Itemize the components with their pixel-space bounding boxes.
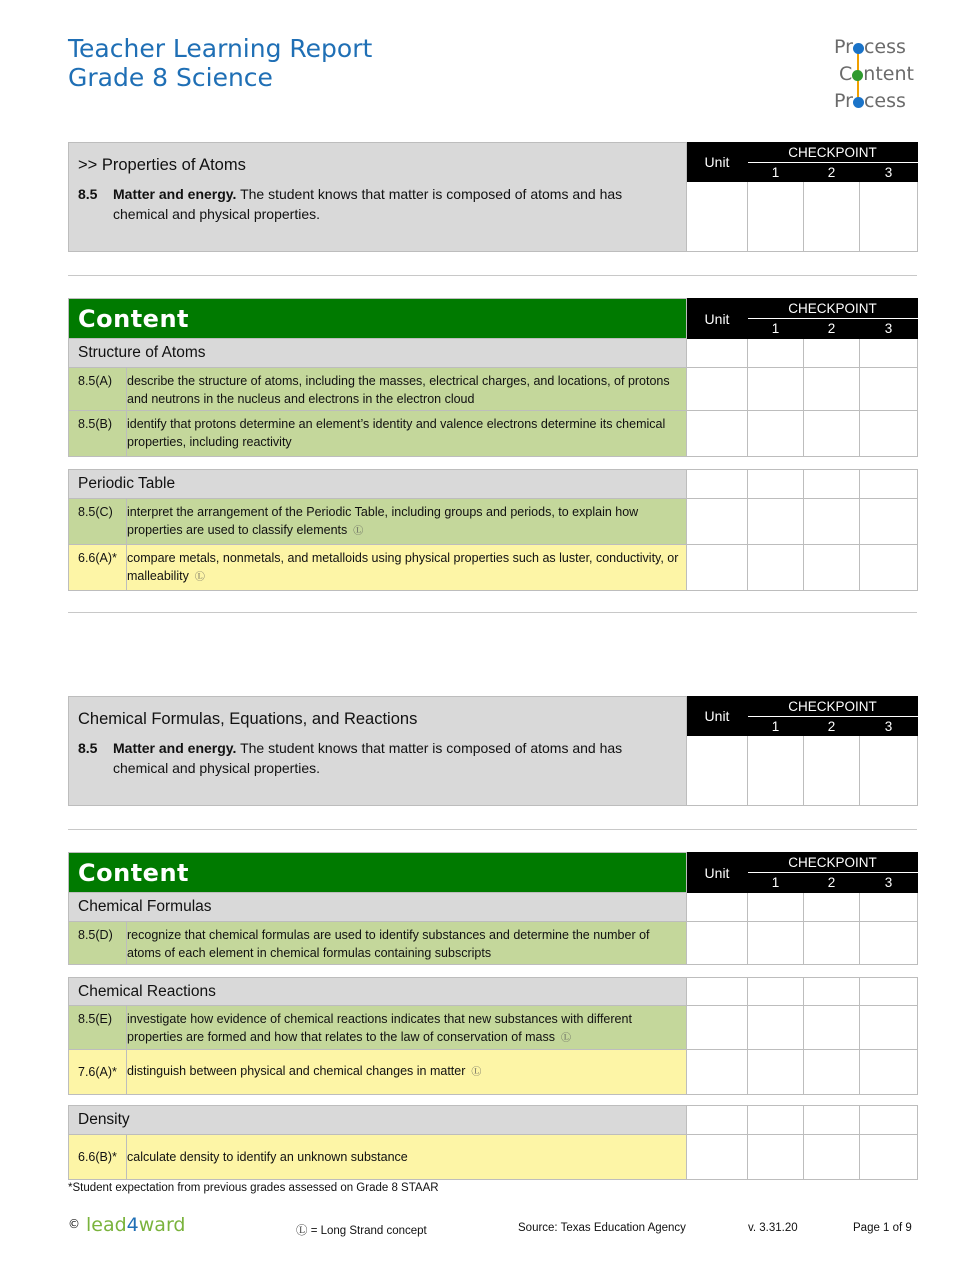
checkpoint-1-cell[interactable] <box>748 1135 804 1180</box>
copyright-symbol: © <box>68 1217 80 1231</box>
checkpoint-2-cell[interactable] <box>804 978 860 1006</box>
checkpoint-3-cell[interactable] <box>860 978 918 1006</box>
long-strand-icon: Ⓛ <box>561 1033 572 1044</box>
group-heading: Chemical Formulas <box>69 893 687 922</box>
checkpoint-2-cell[interactable] <box>804 470 860 499</box>
section-2-standard: 8.5 Matter and energy. The student knows that matter is composed of atoms and has chemical and physical properties. <box>78 740 623 776</box>
footnote: *Student expectation from previous grades assessed on Grade 8 STAAR <box>68 1182 439 1194</box>
section-1-content-table <box>68 298 918 457</box>
checkpoint-1-header: 1 <box>748 717 804 736</box>
source-text: Source: Texas Education Agency <box>518 1222 686 1234</box>
section-2-description <box>69 697 687 806</box>
checkpoint-3-cell[interactable] <box>860 1106 918 1135</box>
checkpoint-1-cell[interactable] <box>748 182 804 252</box>
checkpoint-2-cell[interactable] <box>804 736 860 806</box>
section-1-standard: 8.5 Matter and energy. The student knows that matter is composed of atoms and has chemical and physical properties. <box>78 186 623 222</box>
unit-cell[interactable] <box>687 368 748 411</box>
checkpoint-1-cell[interactable] <box>748 470 804 499</box>
checkpoint-2-cell[interactable] <box>804 368 860 411</box>
unit-cell[interactable] <box>687 922 748 965</box>
long-strand-legend: Ⓛ = Long Strand concept <box>296 1225 427 1237</box>
checkpoint-3-cell[interactable] <box>860 339 918 368</box>
checkpoint-1-cell[interactable] <box>748 411 804 457</box>
content-heading: Content <box>69 853 687 893</box>
checkpoint-2-cell[interactable] <box>804 1006 860 1050</box>
checkpoint-3-cell[interactable] <box>860 182 918 252</box>
unit-cell[interactable] <box>687 1106 748 1135</box>
checkpoint-3-cell[interactable] <box>860 1006 918 1050</box>
checkpoint-2-cell[interactable] <box>804 1106 860 1135</box>
checkpoint-3-cell[interactable] <box>860 893 918 922</box>
standard-text: identify that protons determine an element’s identity and valence electrons determine its chemical properties, including reactivity <box>127 411 687 457</box>
unit-cell[interactable] <box>687 499 748 545</box>
lead4ward-logo: © lead4ward <box>68 1214 186 1236</box>
logo-green-dot-icon <box>852 70 863 81</box>
standard-code: 6.6(B)* <box>69 1135 127 1180</box>
checkpoint-1-header: 1 <box>748 873 804 893</box>
checkpoint-2-cell[interactable] <box>804 182 860 252</box>
standard-text: calculate density to identify an unknown substance <box>127 1135 687 1180</box>
checkpoint-2-header: 2 <box>804 163 860 182</box>
checkpoint-1-cell[interactable] <box>748 368 804 411</box>
group-heading: Density <box>69 1106 687 1135</box>
checkpoint-2-header: 2 <box>804 717 860 736</box>
checkpoint-header: CHECKPOINT <box>748 143 918 163</box>
unit-cell[interactable] <box>687 1006 748 1050</box>
checkpoint-2-cell[interactable] <box>804 1135 860 1180</box>
standard-text: compare metals, nonmetals, and metalloids using physical properties such as luster, conductivity, or malleability Ⓛ <box>127 545 687 591</box>
checkpoint-3-cell[interactable] <box>860 736 918 806</box>
checkpoint-1-cell[interactable] <box>748 1050 804 1095</box>
checkpoint-2-cell[interactable] <box>804 411 860 457</box>
unit-cell[interactable] <box>687 1135 748 1180</box>
divider <box>68 829 917 830</box>
checkpoint-3-cell[interactable] <box>860 499 918 545</box>
checkpoint-2-cell[interactable] <box>804 339 860 368</box>
unit-header: Unit <box>687 697 748 736</box>
standard-code: 8.5(C) <box>69 499 127 545</box>
standard-code: 8.5(A) <box>69 368 127 411</box>
report-title <box>68 34 372 92</box>
unit-cell[interactable] <box>687 978 748 1006</box>
logo-blue-dot-icon <box>853 43 864 54</box>
standard-code: 6.6(A)* <box>69 545 127 591</box>
checkpoint-header: CHECKPOINT <box>748 299 918 319</box>
checkpoint-3-cell[interactable] <box>860 411 918 457</box>
section-1-header-table <box>68 142 918 252</box>
checkpoint-header: CHECKPOINT <box>748 853 918 873</box>
chemical-reactions-group <box>68 977 918 1095</box>
unit-cell[interactable] <box>687 339 748 368</box>
standard-code: 7.6(A)* <box>69 1050 127 1095</box>
checkpoint-3-cell[interactable] <box>860 368 918 411</box>
unit-cell[interactable] <box>687 545 748 591</box>
checkpoint-1-cell[interactable] <box>748 545 804 591</box>
standard-text: interpret the arrangement of the Periodic Table, including groups and periods, to explain how properties are used to classify elements Ⓛ <box>127 499 687 545</box>
section-2-content-table <box>68 852 918 965</box>
standard-text: describe the structure of atoms, including the masses, electrical charges, and locations, of protons and neutrons in the nucleus and electrons in the electron cloud <box>127 368 687 411</box>
process-content-process-logo: Pr cess C ntent Pr cess <box>834 36 914 112</box>
section-2-title: Chemical Formulas, Equations, and Reactions <box>78 710 418 728</box>
checkpoint-2-cell[interactable] <box>804 922 860 965</box>
group-heading: Periodic Table <box>69 470 687 499</box>
section-1-title: >> Properties of Atoms <box>78 156 246 174</box>
unit-cell[interactable] <box>687 411 748 457</box>
unit-cell[interactable] <box>687 1050 748 1095</box>
checkpoint-1-cell[interactable] <box>748 893 804 922</box>
checkpoint-2-cell[interactable] <box>804 545 860 591</box>
divider <box>68 612 917 613</box>
checkpoint-1-cell[interactable] <box>748 922 804 965</box>
checkpoint-1-cell[interactable] <box>748 978 804 1006</box>
checkpoint-3-header: 3 <box>860 319 918 339</box>
divider <box>68 275 917 276</box>
checkpoint-3-cell[interactable] <box>860 922 918 965</box>
title-line-1: Teacher Learning Report <box>68 34 373 63</box>
checkpoint-1-header: 1 <box>748 163 804 182</box>
checkpoint-3-header: 3 <box>860 873 918 893</box>
standard-code: 8.5(E) <box>69 1006 127 1050</box>
density-group <box>68 1105 918 1180</box>
unit-header: Unit <box>687 143 748 182</box>
standard-code: 8.5(D) <box>69 922 127 965</box>
checkpoint-2-cell[interactable] <box>804 893 860 922</box>
checkpoint-header: CHECKPOINT <box>748 697 918 717</box>
standard-code: 8.5(B) <box>69 411 127 457</box>
checkpoint-1-cell[interactable] <box>748 339 804 368</box>
checkpoint-2-cell[interactable] <box>804 499 860 545</box>
long-strand-icon: Ⓛ <box>353 526 364 537</box>
checkpoint-3-header: 3 <box>860 163 918 182</box>
unit-header: Unit <box>687 853 748 893</box>
standard-text: recognize that chemical formulas are used to identify substances and determine the number of atoms of each element in chemical formulas containing subscripts <box>127 922 687 965</box>
long-strand-icon: Ⓛ <box>471 1067 482 1078</box>
standard-text: distinguish between physical and chemical changes in matter Ⓛ <box>127 1050 687 1095</box>
checkpoint-3-cell[interactable] <box>860 545 918 591</box>
checkpoint-1-cell[interactable] <box>748 736 804 806</box>
checkpoint-2-cell[interactable] <box>804 1050 860 1095</box>
logo-blue-dot-icon <box>853 97 864 108</box>
group-heading: Chemical Reactions <box>69 978 687 1006</box>
standard-text: investigate how evidence of chemical reactions indicates that new substances with different properties are formed and how that relates to the law of conservation of mass Ⓛ <box>127 1006 687 1050</box>
group-heading: Structure of Atoms <box>69 339 687 368</box>
unit-header: Unit <box>687 299 748 339</box>
unit-cell[interactable] <box>687 470 748 499</box>
unit-cell[interactable] <box>687 736 748 806</box>
section-2-header-table <box>68 696 918 806</box>
periodic-table-group <box>68 469 918 591</box>
content-heading: Content <box>69 299 687 339</box>
checkpoint-2-header: 2 <box>804 319 860 339</box>
unit-cell[interactable] <box>687 182 748 252</box>
version-text: v. 3.31.20 <box>748 1222 798 1234</box>
checkpoint-3-cell[interactable] <box>860 1050 918 1095</box>
checkpoint-3-header: 3 <box>860 717 918 736</box>
checkpoint-1-cell[interactable] <box>748 1006 804 1050</box>
title-line-2: Grade 8 Science <box>68 63 273 92</box>
unit-cell[interactable] <box>687 893 748 922</box>
checkpoint-3-cell[interactable] <box>860 1135 918 1180</box>
section-1-description <box>69 143 687 252</box>
checkpoint-1-cell[interactable] <box>748 1106 804 1135</box>
checkpoint-3-cell[interactable] <box>860 470 918 499</box>
checkpoint-1-header: 1 <box>748 319 804 339</box>
checkpoint-1-cell[interactable] <box>748 499 804 545</box>
long-strand-icon: Ⓛ <box>194 572 205 583</box>
checkpoint-2-header: 2 <box>804 873 860 893</box>
page-number: Page 1 of 9 <box>853 1222 912 1234</box>
